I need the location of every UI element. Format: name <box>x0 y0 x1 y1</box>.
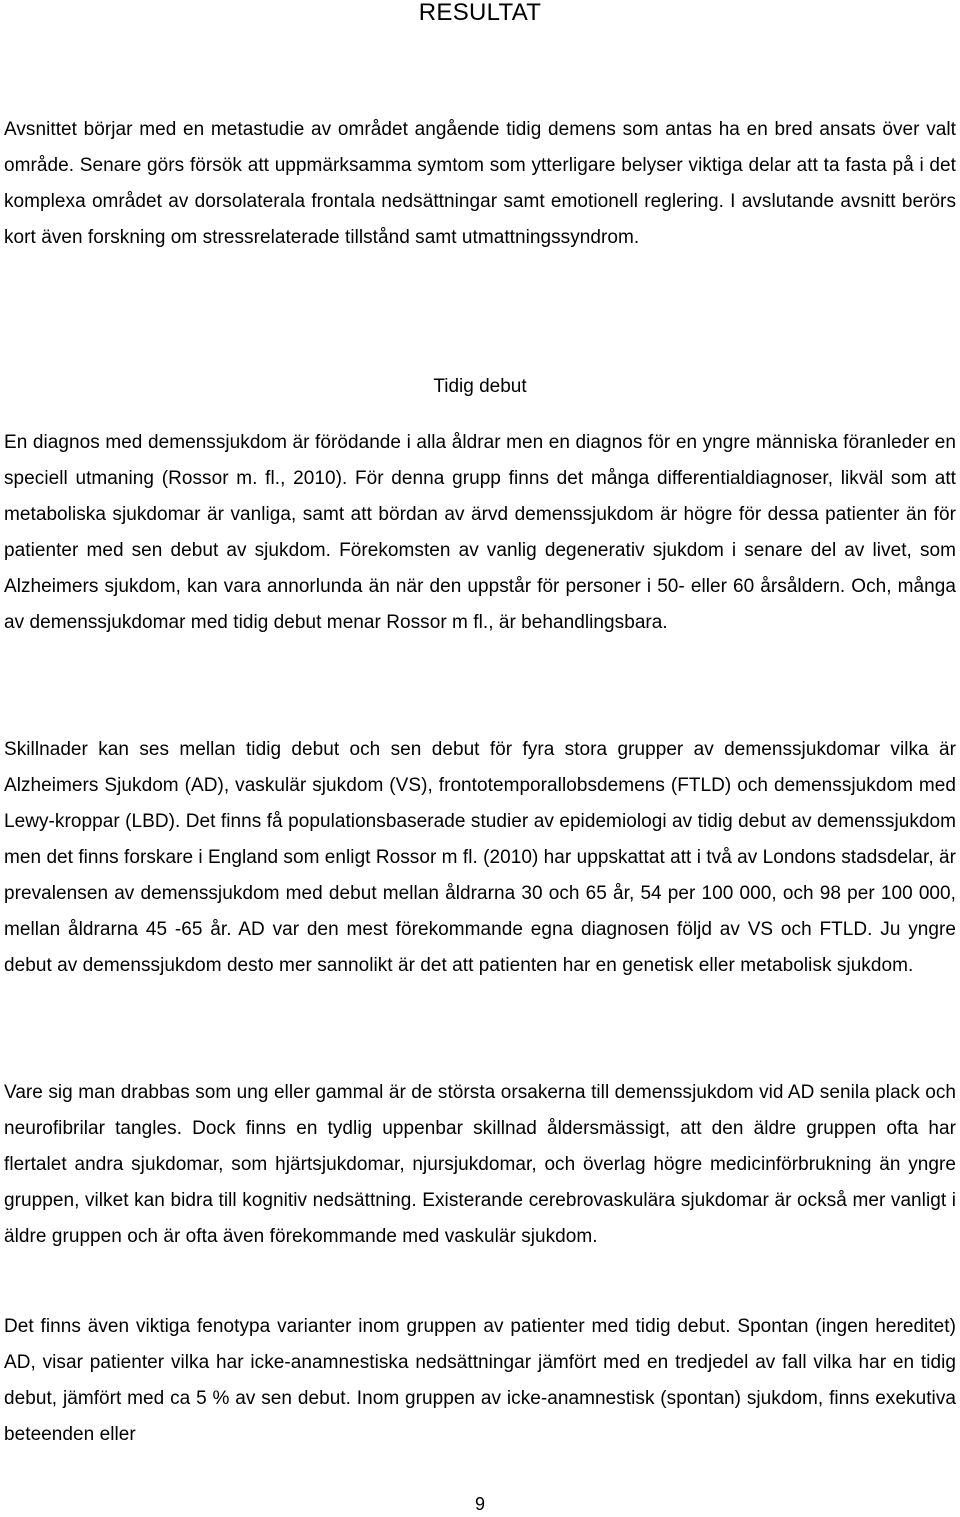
body-paragraph-2: Skillnader kan ses mellan tidig debut och sen debut för fyra stora grupper av demenssjukdomar vilka är Alzheimers Sjukdom (AD), vaskulär sjukdom (VS), frontotemporallobsdemens (FTLD) och demenssjukdom med Lewy-kroppar (LBD). Det finns få populationsbaserade studier av epidemiologi av tidig debut av demenssjukdom men det finns forskare i England som enligt Rossor m fl. (2010) har uppskattat att i två av Londons stadsdelar, är prevalensen av demenssjukdom med debut mellan åldrarna 30 och 65 år, 54 per 100 000, och 98 per 100 000, mellan åldrarna 45 -65 år. AD var den mest förekommande egna diagnosen följd av VS och FTLD. Ju yngre debut av demenssjukdom desto mer sannolikt är det att patienten har en genetisk eller metabolisk sjukdom. <box>4 739 956 976</box>
section-heading: Tidig debut <box>433 376 527 397</box>
body-paragraph-1: En diagnos med demenssjukdom är förödande i alla åldrar men en diagnos för en yngre människa föranleder en speciell utmaning (Rossor m. fl., 2010). För denna grupp finns det många differentialdiagnoser, likväl som att metaboliska sjukdomar är vanliga, samt att bördan av ärvd demenssjukdom är högre för dessa patienter än för patienter med sen debut av sjukdom. Förekomsten av vanlig degenerativ sjukdom i senare del av livet, som Alzheimers sjukdom, kan vara annorlunda än när den uppstår för personer i 50- eller 60 årsåldern. Och, många av demenssjukdomar med tidig debut menar Rossor m fl., är behandlingsbara. <box>4 432 956 633</box>
page-title: RESULTAT <box>418 0 542 26</box>
body-paragraph-3: Vare sig man drabbas som ung eller gammal är de största orsakerna till demenssjukdom vid AD senila plack och neurofibrilar tangles. Dock finns en tydlig uppenbar skillnad åldersmässigt, att den äldre gruppen ofta har flertalet andra sjukdomar, som hjärtsjukdomar, njursjukdomar, och överlag högre medicinförbrukning än yngre gruppen, vilket kan bidra till kognitiv nedsättning. Existerande cerebrovaskulära sjukdomar är också mer vanligt i äldre gruppen och är ofta även förekommande med vaskulär sjukdom. <box>4 1082 956 1247</box>
body-paragraph-4: Det finns även viktiga fenotypa varianter inom gruppen av patienter med tidig debut. Spontan (ingen hereditet) AD, visar patienter vilka har icke-anamnestiska nedsättningar jämfört med en tredjedel av fall vilka har en tidig debut, jämfört med ca 5 % av sen debut. Inom gruppen av icke-anamnestisk (spontan) sjukdom, finns exekutiva beteenden eller <box>4 1316 956 1445</box>
intro-paragraph: Avsnittet börjar med en metastudie av området angående tidig demens som antas ha en bred ansats över valt område. Senare görs försök att uppmärksamma symtom som ytterligare belyser viktiga delar att ta fasta på i det komplexa området av dorsolaterala frontala nedsättningar samt emotionell reglering. I avslutande avsnitt berörs kort även forskning om stressrelaterade tillstånd samt utmattningssyndrom. <box>4 119 956 248</box>
page-number: 9 <box>474 1494 485 1514</box>
